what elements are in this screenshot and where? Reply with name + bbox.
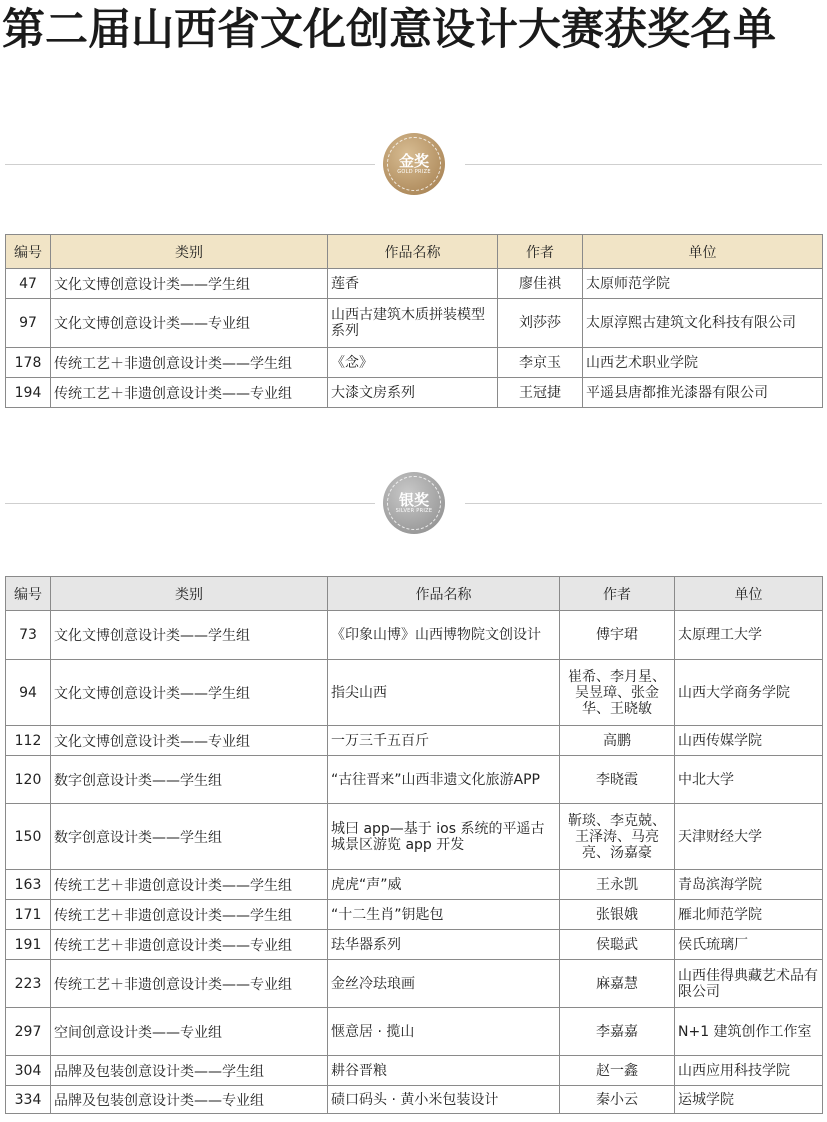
cell-author: 李嘉嘉 <box>560 1008 675 1056</box>
cell-unit: 太原师范学院 <box>583 269 823 299</box>
cell-unit: 山西大学商务学院 <box>675 660 823 726</box>
cell-work: 山西古建筑木质拼装模型系列 <box>328 299 498 348</box>
cell-id: 334 <box>6 1086 51 1114</box>
cell-id: 304 <box>6 1056 51 1086</box>
cell-author: 廖佳祺 <box>498 269 583 299</box>
cell-id: 73 <box>6 611 51 660</box>
cell-unit: N+1 建筑创作工作室 <box>675 1008 823 1056</box>
cell-unit: 天津财经大学 <box>675 804 823 870</box>
cell-category: 数字创意设计类——学生组 <box>51 756 328 804</box>
cell-unit: 山西艺术职业学院 <box>583 348 823 378</box>
cell-id: 163 <box>6 870 51 900</box>
cell-id: 191 <box>6 930 51 960</box>
header-work: 作品名称 <box>328 577 560 611</box>
cell-work: “古往晋来”山西非遗文化旅游APP <box>328 756 560 804</box>
cell-work: 碛口码头 · 黄小米包装设计 <box>328 1086 560 1114</box>
cell-unit: 侯氏琉璃厂 <box>675 930 823 960</box>
cell-work: 一万三千五百斤 <box>328 726 560 756</box>
cell-unit: 平遥县唐都推光漆器有限公司 <box>583 378 823 408</box>
cell-id: 297 <box>6 1008 51 1056</box>
table-row <box>6 1008 823 1056</box>
table-row <box>6 1086 823 1114</box>
table-row <box>6 1056 823 1086</box>
cell-id: 94 <box>6 660 51 726</box>
silver-badge-sub: SILVER PRIZE <box>395 507 433 514</box>
cell-author: 侯聪武 <box>560 930 675 960</box>
cell-author: 崔希、李月星、吴昱璋、张金华、王晓敏 <box>560 660 675 726</box>
cell-category: 文化文博创意设计类——学生组 <box>51 660 328 726</box>
cell-category: 品牌及包装创意设计类——专业组 <box>51 1086 328 1114</box>
table-row <box>6 660 823 726</box>
cell-unit: 中北大学 <box>675 756 823 804</box>
cell-author: 王永凯 <box>560 870 675 900</box>
gold-table <box>5 234 823 408</box>
cell-unit: 雁北师范学院 <box>675 900 823 930</box>
cell-category: 空间创意设计类——专业组 <box>51 1008 328 1056</box>
cell-unit: 山西传媒学院 <box>675 726 823 756</box>
cell-category: 文化文博创意设计类——学生组 <box>51 269 328 299</box>
silver-table <box>5 576 823 1114</box>
cell-author: 高鹏 <box>560 726 675 756</box>
cell-id: 112 <box>6 726 51 756</box>
table-row <box>6 804 823 870</box>
cell-unit: 山西应用科技学院 <box>675 1056 823 1086</box>
table-row <box>6 726 823 756</box>
silver-prize-badge <box>383 472 445 534</box>
cell-unit: 运城学院 <box>675 1086 823 1114</box>
cell-unit: 青岛滨海学院 <box>675 870 823 900</box>
cell-author: 秦小云 <box>560 1086 675 1114</box>
gold-prize-badge <box>383 133 445 195</box>
cell-work: 惬意居 · 揽山 <box>328 1008 560 1056</box>
header-unit: 单位 <box>675 577 823 611</box>
cell-unit: 太原理工大学 <box>675 611 823 660</box>
cell-category: 品牌及包装创意设计类——学生组 <box>51 1056 328 1086</box>
cell-work: 莲香 <box>328 269 498 299</box>
cell-work: “十二生肖”钥匙包 <box>328 900 560 930</box>
cell-id: 223 <box>6 960 51 1008</box>
cell-author: 张银娥 <box>560 900 675 930</box>
cell-work: 大漆文房系列 <box>328 378 498 408</box>
cell-author: 李京玉 <box>498 348 583 378</box>
cell-id: 47 <box>6 269 51 299</box>
cell-category: 文化文博创意设计类——学生组 <box>51 611 328 660</box>
cell-work: 《印象山博》山西博物院文创设计 <box>328 611 560 660</box>
header-id: 编号 <box>6 235 51 269</box>
cell-author: 李晓霞 <box>560 756 675 804</box>
cell-work: 虎虎“声”威 <box>328 870 560 900</box>
cell-author: 王冠捷 <box>498 378 583 408</box>
cell-author: 傅宇珺 <box>560 611 675 660</box>
cell-work: 耕谷晋粮 <box>328 1056 560 1086</box>
gold-badge-label: 金奖 <box>398 151 429 170</box>
table-row <box>6 900 823 930</box>
cell-id: 150 <box>6 804 51 870</box>
cell-id: 120 <box>6 756 51 804</box>
silver-badge-label: 银奖 <box>398 490 429 509</box>
cell-author: 麻嘉慧 <box>560 960 675 1008</box>
table-row <box>6 930 823 960</box>
cell-category: 传统工艺＋非遗创意设计类——学生组 <box>51 870 328 900</box>
cell-author: 靳琰、李克兢、王泽涛、马亮亮、汤嘉豪 <box>560 804 675 870</box>
table-row <box>6 269 823 299</box>
gold-badge-sub: GOLD PRIZE <box>397 168 431 175</box>
cell-category: 数字创意设计类——学生组 <box>51 804 328 870</box>
header-category: 类别 <box>51 235 328 269</box>
cell-id: 97 <box>6 299 51 348</box>
cell-id: 194 <box>6 378 51 408</box>
cell-category: 传统工艺＋非遗创意设计类——学生组 <box>51 900 328 930</box>
table-row <box>6 378 823 408</box>
cell-id: 171 <box>6 900 51 930</box>
cell-category: 文化文博创意设计类——专业组 <box>51 726 328 756</box>
cell-author: 刘莎莎 <box>498 299 583 348</box>
table-row <box>6 960 823 1008</box>
header-author: 作者 <box>560 577 675 611</box>
cell-work: 城曰 app—基于 ios 系统的平遥古城景区游览 app 开发 <box>328 804 560 870</box>
cell-work: 珐华器系列 <box>328 930 560 960</box>
header-author: 作者 <box>498 235 583 269</box>
cell-category: 传统工艺＋非遗创意设计类——专业组 <box>51 960 328 1008</box>
cell-author: 赵一鑫 <box>560 1056 675 1086</box>
page-title: 第二届山西省文化创意设计大赛获奖名单 <box>2 5 776 55</box>
header-id: 编号 <box>6 577 51 611</box>
cell-work: 《念》 <box>328 348 498 378</box>
cell-category: 传统工艺＋非遗创意设计类——专业组 <box>51 930 328 960</box>
table-row <box>6 299 823 348</box>
table-row <box>6 870 823 900</box>
table-row <box>6 756 823 804</box>
header-category: 类别 <box>51 577 328 611</box>
cell-unit: 山西佳得典藏艺术品有限公司 <box>675 960 823 1008</box>
cell-unit: 太原淳熙古建筑文化科技有限公司 <box>583 299 823 348</box>
header-unit: 单位 <box>583 235 823 269</box>
table-row <box>6 611 823 660</box>
cell-category: 传统工艺＋非遗创意设计类——学生组 <box>51 348 328 378</box>
header-work: 作品名称 <box>328 235 498 269</box>
cell-work: 指尖山西 <box>328 660 560 726</box>
table-row <box>6 348 823 378</box>
cell-work: 金丝冷珐琅画 <box>328 960 560 1008</box>
cell-id: 178 <box>6 348 51 378</box>
cell-category: 文化文博创意设计类——专业组 <box>51 299 328 348</box>
cell-category: 传统工艺＋非遗创意设计类——专业组 <box>51 378 328 408</box>
